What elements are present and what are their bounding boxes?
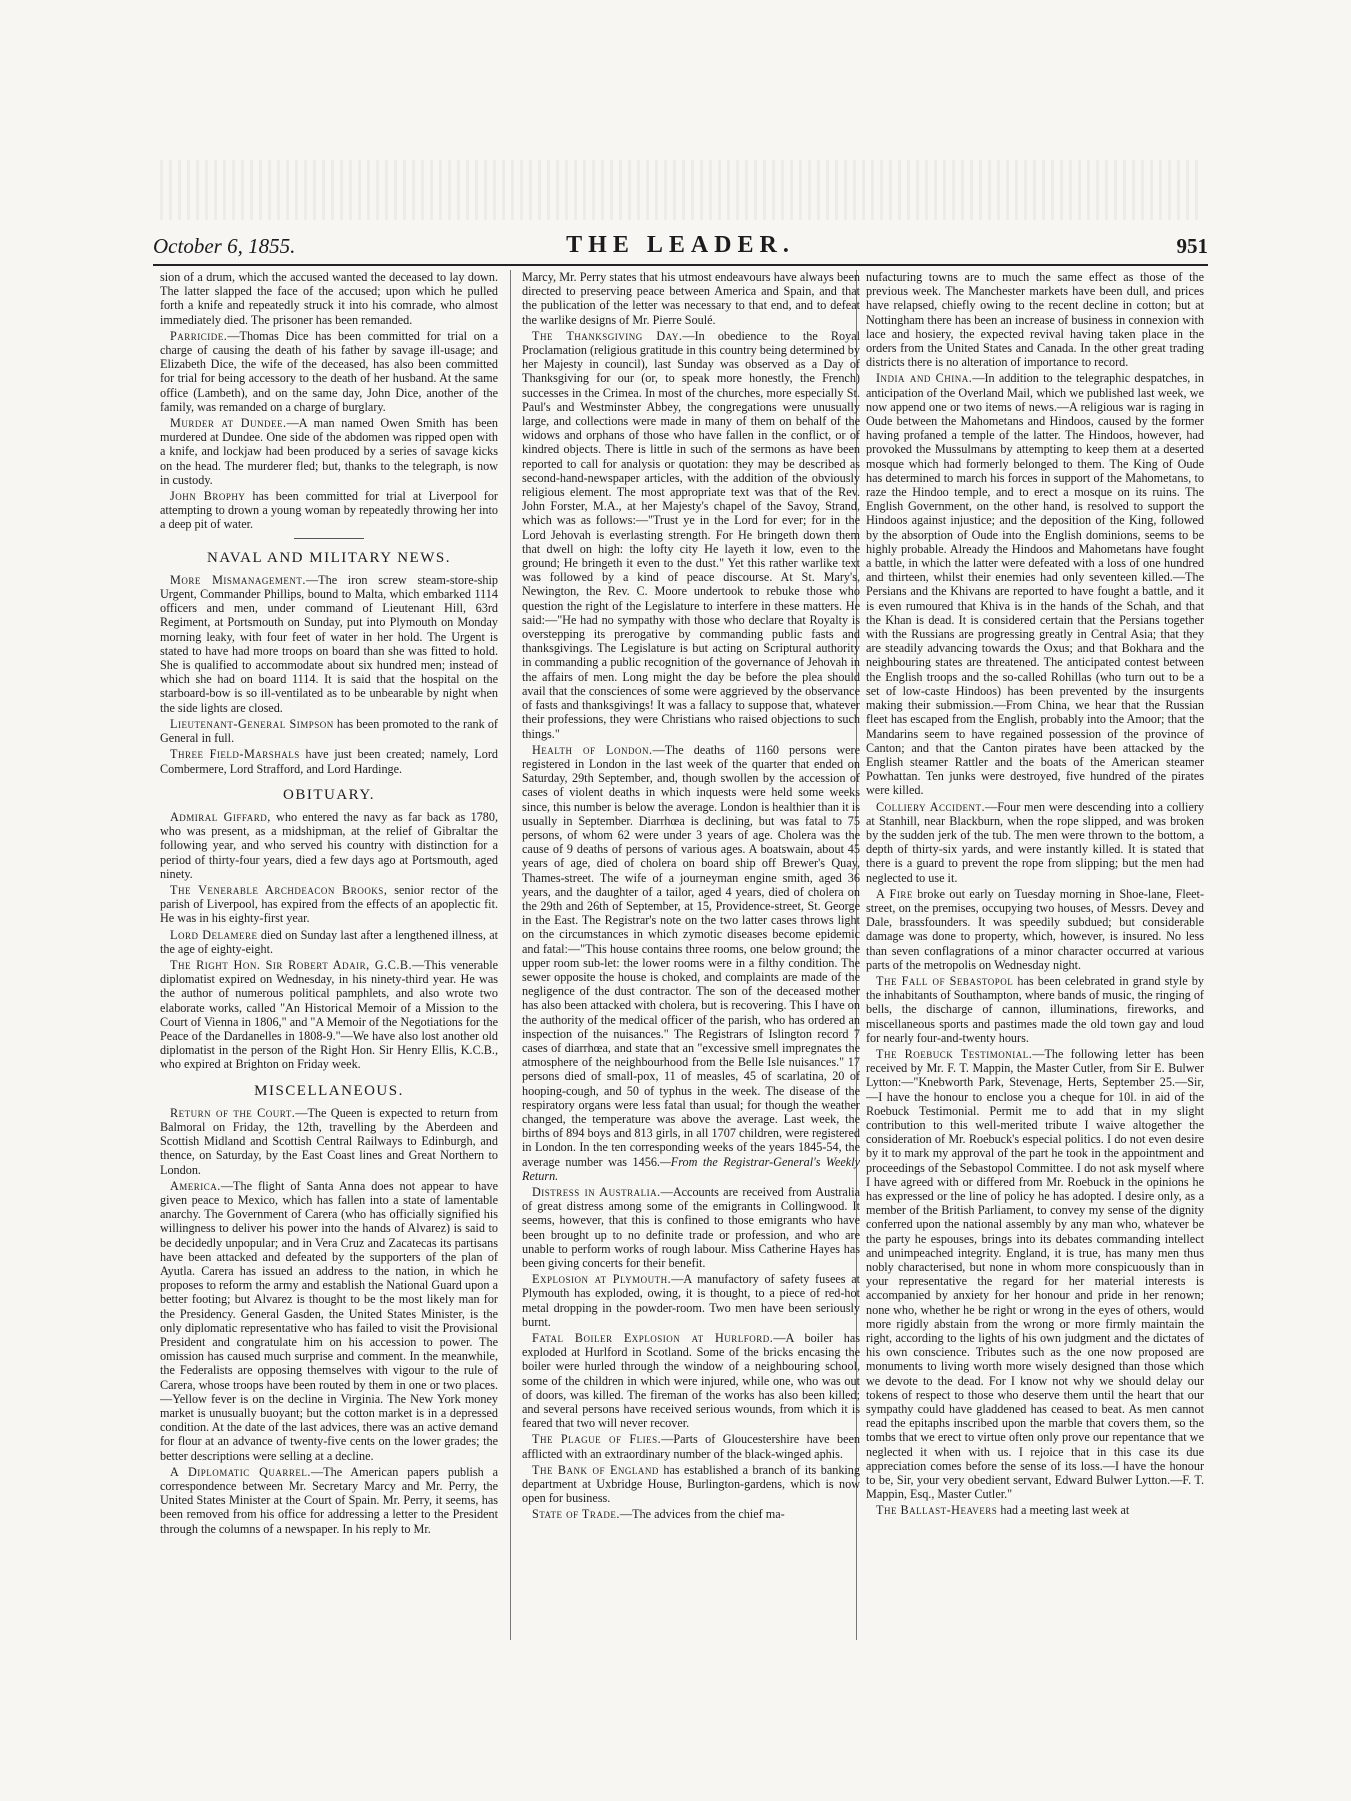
obituary-brooks [160, 883, 498, 926]
article-lead: Distress in Australia. [532, 1185, 661, 1199]
article-text: —The advices from the chief ma- [619, 1507, 785, 1522]
article-text: who entered the navy as far back as 1780, who was present, as a midshipman, at the relief of Gibraltar the following year, and who served his country with distinction for a period of thirty-four years, died a few days ago at Portsmouth, aged ninety. [160, 809, 498, 881]
article-diplomatic-quarrel [160, 1465, 498, 1536]
article-text: broke out early on Tuesday morning in Shoe-lane, Fleet-street, on the premises, occupying two houses, of Messrs. Devey and Dale, brassfounders. It was speedily subdued; but considerable damage was done to property, which, however, is insured. No less than seven conflagrations of a minor character occurred at various parts of the metropolis on Wednesday night. [866, 886, 1204, 972]
article-murder-dundee [160, 416, 498, 487]
article-text: —A boiler has exploded at Hurlford in Scotland. Some of the bricks encasing the boiler were hurled through the window of a neighbouring school, some of the children in which were injured, while one, who was out of doors, was killed. The fireman of the works has also been killed; and several persons have received serious wounds, from which it is feared that two will never recover. [522, 1331, 860, 1431]
article-lead: John Brophy [170, 489, 246, 504]
article-source: —From the Registrar-General's Weekly Return. [522, 1154, 860, 1183]
article-text: —The American papers publish a correspondence between Mr. Secretary Marcy and Mr. Perry, the United States Minister at the Court of Spain. Mr. Perry, it seems, has been removed from his office for addressing a letter to the President through the columns of a newspaper. In his reply to Mr. [160, 1464, 498, 1536]
article-lead: The Thanksgiving Day. [532, 328, 683, 343]
section-heading-misc: MISCELLANEOUS. [254, 1082, 404, 1099]
article-plague-flies [522, 1432, 860, 1460]
article-lead: Admiral Giffard, [170, 809, 271, 824]
masthead-title: THE LEADER. [566, 232, 795, 258]
article-lead: Three Field-Marshals [170, 747, 300, 762]
article-india-china [866, 371, 1204, 797]
article-lead: India and China. [876, 371, 973, 386]
article-america [160, 1179, 498, 1463]
article-continuation: sion of a drum, which the accused wanted the deceased to lay down. The latter slapped the face of the accused; upon which he pulled forth a knife and repeatedly struck it into his comrade, who almost immediately died. The prisoner has been remanded. [160, 270, 498, 327]
column-divider [510, 270, 511, 1640]
article-text: —Thomas Dice has been committed for trial on a charge of causing the death of his father by savage ill-usage; and Elizabeth Dice, the wife of the deceased, has also been committed for trial for being accessory to the death of her husband. At the same office (Lambeth), and on the same day, John Dice, another of the family, was remanded on a charge of burglary. [160, 328, 498, 414]
section-heading-naval: NAVAL AND MILITARY NEWS. [207, 549, 451, 566]
article-text: has established a branch of its banking department at Uxbridge House, Burlington-gardens, which is now open for business. [522, 1462, 860, 1506]
article-bank-england [522, 1463, 860, 1506]
article-parricide [160, 329, 498, 414]
article-distress-australia [522, 1185, 860, 1270]
article-court [160, 1106, 498, 1177]
article-text: —Four men were descending into a colliery at Stanhill, near Blackburn, when the rope slipped, and was broken by the sudden jerk of the tub. The men were thrown to the bottom, a depth of thirty-six yards, and were instantly killed. It is stated that there is a guard to prevent the rope from slipping; but the men had neglected to use it. [866, 799, 1204, 885]
article-thanksgiving [522, 329, 860, 741]
obituary-delamere [160, 928, 498, 956]
article-text: —A manufactory of safety fusees at Plymouth has exploded, owing, it is thought, to a piece of red-hot metal dropping in the powder-room. Two men have been seriously burnt. [522, 1272, 860, 1329]
column-2 [522, 270, 860, 1650]
article-text: —A man named Owen Smith has been murdered at Dundee. One side of the abdomen was ripped open with a knife, and lockjaw had been produced by a series of savage kicks on the head. The murderer fled; but, thanks to the telegraph, is now in custody. [160, 416, 498, 487]
article-lead: America. [170, 1178, 221, 1193]
article-colliery [866, 800, 1204, 885]
article-text: —The following letter has been received by Mr. F. T. Mappin, the Master Cutler, from Sir E. Bulwer Lytton:—"Knebworth Park, Stevenage, Herts, September 25.—Sir,—I have the honour to enclose you a cheque for 10l. in aid of the Roebuck Testimonial. Permit me to add that in my slight contribution to this well-merited tribute I waive altogether the consideration of Mr. Roebuck's especial politics. I do not even desire by it to mark my approval of the part he took in the appointment and proceedings of the Sebastopol Committee. I do not ask myself where I have agreed with or differed from Mr. Roebuck in the opinions he has expressed or the line of policy he has adopted. I desire only, as a member of the British Parliament, to convey my sense of the dignity conferred upon the national assembly by any man who, whatever be the party he espouses, brings into its debates commanding intellect and unimpeached integrity. England, it is true, has many men thus nobly characterised, but none in whom more conspicuously than in your representative the regard for her material interests is accompanied by anxiety for her honour and pride in her renown; none who, whether he be right or wrong in the eyes of others, would more rigidly abstain from the wrong or more firmly maintain the right, according to the lights of his own judgment and the dictates of his own conscience. Tributes such as the one now proposed are monuments to living worth more wisely designed than those which we devote to the dead. For I know not why we should delay our tokens of respect to those who deserve them until the heart that our sympathy could have gladdened has ceased to beat. As men cannot read the epitaphs inscribed upon the marble that covers them, so the tombs that we erect to virtue often only prove our repentance that we neglected it when with us. I rejoice that in this case its due appreciation comes before the sense of its loss.—I have the honour to be, Sir, your very obedient servant, Edward Bulwer Lytton.—F. T. Mappin, Esq., Master Cutler." [866, 1046, 1204, 1502]
article-text: died on Sunday last after a lengthened illness, at the age of eighty-eight. [160, 927, 498, 956]
article-lead: Lieutenant-General Simpson [170, 716, 334, 731]
header-rule [153, 264, 1208, 266]
article-lead: Lord Delamere [170, 927, 258, 942]
article-lead: The Roebuck Testimonial. [876, 1046, 1033, 1061]
article-text: —The flight of Santa Anna does not appear to have given peace to Mexico, which has fallen into a state of lamentable anarchy. The Government of Carera (who has officially signified his willingness to deliver his power into the hands of Alvarez) is said to be decidedly unpopular; and in Vera Cruz and Zacatecas its partisans have been attacked and defeated by the supporters of the plan of Ayutla. Carera has issued an address to the nation, in which he proposes to reform the army and establish the National Guard upon a better footing; but Alvarez is thought to be the most likely man for the Presidency. General Gasden, the United States Minister, is the only diplomatic representative who has failed to visit the Provisional President and congratulate him on his accession to power. The omission has caused much surprise and comment. In the meanwhile, the Federalists are opposing themselves with vigour to the rule of Carera, whose troops have been routed by them in one or two places.—Yellow fever is on the decline in Virginia. The New York money market is unusually buoyant; but the cotton market is in a depressed condition. At the date of the last advices, there was an active demand for flour at an advance of twenty-five cents on the lower grades; the better descriptions were selling at a decline. [160, 1178, 498, 1463]
article-text: —Parts of Gloucestershire have been afflicted with an extraordinary number of the black-winged aphis. [522, 1432, 860, 1461]
article-field-marshals [160, 747, 498, 775]
article-lead: Health of London. [532, 742, 653, 757]
section-rule [294, 538, 364, 539]
article-continuation: Marcy, Mr. Perry states that his utmost endeavours have always been directed to preserving peace between America and Spain, and that the publication of the letter was necessary to that end, and to defeat the warlike designs of Mr. Pierre Soulé. [522, 270, 860, 327]
article-boiler-explosion [522, 1331, 860, 1430]
column-3 [866, 270, 1204, 1650]
article-lead: Return of the Court. [170, 1105, 296, 1120]
article-lead: The Ballast-Heavers [876, 1503, 998, 1518]
article-text: has been promoted to the rank of General in full. [160, 716, 498, 746]
column-1 [160, 270, 498, 1650]
article-simpson [160, 717, 498, 745]
article-mismanagement [160, 573, 498, 715]
article-lead: Murder at Dundee. [170, 416, 287, 431]
article-text: —In addition to the telegraphic despatches, in anticipation of the Overland Mail, which we published last week, we now append one or two items of news.—A religious war is raging in Oude between the Mahometans and Hindoos, caused by the former having profaned a temple of the latter. The Hindoos, however, had provoked the Mussulmans by attempting to keep them at a deserted mosque which had formerly belonged to them. The King of Oude has determined to march his forces in support of the Mahometans, to raze the Hindoo temple, and to erect a mosque on its ruins. The English Government, on the other hand, is resolved to support the Hindoos against injustice; and the deposition of the King, followed by the absorption of Oude into the English dominions, seems to be highly probable. Already the Hindoos and Mahometans have fought a battle, in which the latter were defeated with a loss of one hundred and thirteen, whilst their enemies had only seventeen killed.—The Persians and the Khivans are reported to have fought a battle, and it is even rumoured that Khiva is in the hands of the Schah, and that the Khan is dead. It is considered certain that the Persians together with the Russians are progressing greatly in Central Asia; that they are steadily advancing towards the Oxus; and that Bokhara and the neighbouring states are threatened. The anticipated contest between the English troops and the so-called Rohillas (who turn out to be a set of low-caste Hindoos) has been prevented by the insurgents making their submission.—From China, we hear that the Russian fleet has escaped from the English, probably into the Amoor; that the Mandarins seem to have regained possession of the province of Canton; and that the Canton pirates have been attacked by the English steamer Rattler and the boats of the American steamer Powhattan. Ten junks were destroyed, five hundred of the pirates were killed. [866, 371, 1204, 798]
article-text: —Accounts are received from Australia of great distress among some of the emigrants in Collingwood. It seems, however, that this is confined to those emigrants who have been brought up to no definite trade or profession, and who are unable to perform works of rough labour. Miss Catherine Hayes has been giving concerts for their benefit. [522, 1185, 860, 1271]
article-lead: The Venerable Archdeacon Brooks, [170, 882, 388, 897]
article-lead: More Mismanagement. [170, 572, 306, 587]
issue-date: October 6, 1855. [153, 234, 296, 258]
section-heading-obituary: OBITUARY. [283, 786, 375, 803]
article-continuation: nufacturing towns are to much the same effect as those of the previous week. The Manchester markets have been dull, and prices have relapsed, chiefly owing to the recent decline in cotton; but at Nottingham there has been an increase of business in connexion with lace and hosiery, the expected revival having taken place in the orders from the United States and Canada. In the other great trading districts there is no alteration of importance to record. [866, 270, 1204, 370]
scan-artifact [160, 160, 1200, 220]
article-lead: The Fall of Sebastopol [876, 973, 1014, 988]
article-lead: Fatal Boiler Explosion at Hurlford. [532, 1331, 774, 1346]
article-health-london [522, 743, 860, 1183]
article-lead: A Diplomatic Quarrel. [170, 1464, 311, 1479]
article-text: —In obedience to the Royal Proclamation (religious gratitude in this country being determined by her Majesty in council), last Sunday was observed as a Day of Thanksgiving for our (or, to speak more honestly, the French) successes in the Crimea. In most of the churches, more especially St. Paul's and Westminster Abbey, the congregations were unusually large, and collections were made in many of them on behalf of the widows and orphans of those who have fallen in the conflict, or of kindred objects. There is little in such of the sermons as have been reported to call for analysis or quotation: they may be described as second-hand-newspaper articles, with the addition of the obviously religious element. The most appropriate text was that of the Rev. John Forster, M.A., at her Majesty's chapel of the Savoy, Strand, which was as follows:—"Trust ye in the Lord for ever; for in the Lord Jehovah is everlasting strength. For He bringeth down them that dwell on high: the lofty city He layeth it low, even to the ground; He bringeth it even to the dust." Yet this rather warlike text was followed by a kind of peace discourse. At St. Mary's, Newington, the Rev. C. Moore undertook to rebuke those who question the right of the Legislature to interfere in these matters. He said:—"He had no sympathy with those who declare that Royalty is overstepping its prerogative by commanding public fasts and thanksgivings. The Legislature is but acting on Scriptural authority in commanding a public recognition of the governance of Jehovah in the affairs of men. Long might the day be before the plea should avail that the consciences of some were aggrieved by the observance of fasts and thanksgivings! It was a fallacy to suppose that, whatever their professions, they were Christians who raised objections to such things." [522, 328, 860, 741]
article-text: have just been created; namely, Lord Combermere, Lord Strafford, and Lord Hardinge. [160, 747, 498, 776]
article-lead: Colliery Accident. [876, 799, 986, 814]
article-roebuck [866, 1047, 1204, 1502]
article-text: has been celebrated in grand style by the inhabitants of Southampton, where bands of music, the ringing of bells, the discharge of cannon, illuminations, fireworks, and miscellaneous sports and pastimes made the old town gay and loud for nearly four-and-twenty hours. [866, 973, 1204, 1045]
article-text: has been committed for trial at Liverpool for attempting to drown a young woman by repeatedly throwing her into a deep pit of water. [160, 489, 498, 532]
article-fire [866, 887, 1204, 972]
article-lead: The Right Hon. Sir Robert Adair, G.C.B. [170, 957, 413, 972]
article-explosion-plymouth [522, 1272, 860, 1329]
article-text: had a meeting last week at [997, 1503, 1130, 1518]
obituary-giffard [160, 810, 498, 881]
article-text: —The deaths of 1160 persons were registered in London in the last week of the quarter that ended on Saturday, 29th September, and, though swollen by the accession of cases of violent deaths in which inquests were held some weeks since, this number is below the average. London is healthier than it is usually in September. Diarrhœa is declining, but was fatal to 75 persons, of whom 62 were under 3 years of age. Cholera was the cause of 9 deaths of persons of various ages. A boatswain, about 45 years of age, died of cholera on board ship off Brewer's Quay, Thames-street. The wife of a journeyman engine smith, aged 36 years, and the daughter of a tailor, aged 4 years, died of cholera on the 29th and 26th of September, at 15, Providence-street, St. George in the East. The Registrar's note on the two latter cases throws light on the circumstances in which zymotic diseases become epidemic and fatal:—"This house contains three rooms, one below ground; the upper room sub-let: the lower rooms were in a filthy condition. The sewer opposite the house is choked, and complaints are made of the negligence of the dust contractor. The son of the deceased mother has also been attacked with cholera, but is recovering. This I have on the authority of the medical officer of the parish, who has ordered an inspection of the nuisances." The Registrars of Islington record 7 cases of diarrhœa, and state that an "excessive smell impregnates the atmosphere of the neighbourhood from the Belle Isle nuisances." 17 persons died of small-pox, 11 of measles, 45 of scarlatina, 20 of hooping-cough, and 50 of typhus in the week. The disease of the respiratory organs were less fatal than usual; for though the weather changed, the temperature was above the average. Last week, the births of 894 boys and 813 girls, in all 1707 children, were registered in London. In the ten corresponding weeks of the years 1845-54, the average number was 1456. [522, 742, 860, 1169]
article-text: —This venerable diplomatist expired on Wednesday, in his ninety-third year. He was the author of numerous political pamphlets, and also wrote two elaborate works, called "An Historical Memoir of a Mission to the Court of Vienna in 1806," and "A Memoir of the Negotiations for the Peace of the Dardanelles in 1808-9."—We have also lost another old diplomatist in the person of the Right Hon. Sir Henry Ellis, K.C.B., who expired at Brighton on Friday week. [160, 957, 498, 1072]
article-state-trade [522, 1507, 860, 1521]
article-text: —The Queen is expected to return from Balmoral on Friday, the 12th, travelling by the Aberdeen and Scottish Midland and Scottish Central Railways to Edinburgh, and thence, on Saturday, by the East Coast lines and Great Northern to London. [160, 1105, 498, 1177]
article-ballast-heavers [866, 1503, 1204, 1517]
page-header [153, 232, 1208, 262]
obituary-adair [160, 958, 498, 1072]
article-text: —The iron screw steam-store-ship Urgent, Commander Phillips, bound to Malta, which embarked 1114 officers and men, under command of Lieutenant Hill, 63rd Regiment, at Portsmouth on Sunday, put into Plymouth on Monday morning leaky, with four feet of water in her hold. The Urgent is stated to have had more troops on board than she was fitted to hold. She is qualified to accommodate about six hundred men; instead of which she had on board 1114. It is said that the hospital on the starboard-bow is so ill-ventilated as to be unbearable by night when the side lights are closed. [160, 572, 498, 715]
article-lead: Parricide. [170, 328, 228, 343]
article-lead: A Fire [876, 886, 913, 901]
page-number: 951 [1176, 234, 1208, 258]
article-brophy [160, 489, 498, 532]
article-text: senior rector of the parish of Liverpool, has expired from the effects of an apoplectic fit. He was in his eighty-first year. [160, 882, 498, 926]
article-lead: State of Trade. [532, 1507, 620, 1522]
article-lead: The Bank of England [532, 1462, 659, 1477]
article-sebastopol [866, 974, 1204, 1045]
article-lead: The Plague of Flies. [532, 1432, 662, 1447]
article-lead: Explosion at Plymouth. [532, 1272, 672, 1287]
